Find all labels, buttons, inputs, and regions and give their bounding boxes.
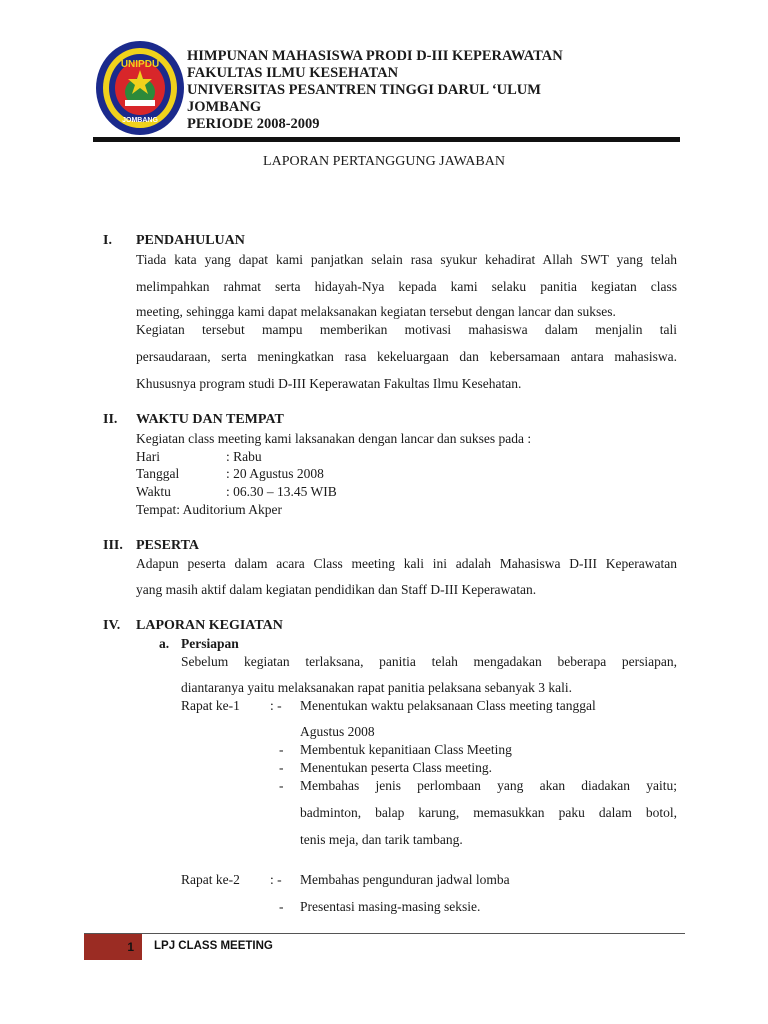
header-line-4: JOMBANG [187, 99, 262, 115]
s2-row-value: : Rabu [226, 449, 262, 464]
s1-p2-line2: persaudaraan, serta meningkatkan rasa kekeluargaan dan kebersamaan antara mahasiswa. [136, 349, 677, 364]
s3-line1: Adapun peserta dalam acara Class meeting kali ini adalah Mahasiswa D-III Keperawatan [136, 556, 677, 571]
section-3-title: PESERTA [136, 538, 200, 553]
logo-text-top: UNIPDU [120, 59, 160, 70]
list-dash: - [279, 760, 284, 775]
list-dash: - [279, 778, 284, 793]
list-dash: - [279, 742, 284, 757]
logo-text-bottom: JOMBANG [122, 117, 158, 124]
rapat-2-label: Rapat ke-2 [181, 872, 240, 887]
rapat-2-sep: : - [270, 872, 282, 887]
s2-row-label: Waktu [136, 484, 171, 499]
rapat-2-item: Presentasi masing-masing seksie. [300, 899, 481, 914]
header-line-3: UNIVERSITAS PESANTREN TINGGI DARUL ‘ULUM [187, 82, 541, 98]
s2-intro: Kegiatan class meeting kami laksanakan dengan lancar dan sukses pada : [136, 431, 532, 446]
section-2-number: II. [103, 412, 118, 427]
s1-p2-line1: Kegiatan tersebut mampu memberikan motivasi mahasiswa dalam menjalin tali [136, 322, 677, 337]
s4-sub-title: Persiapan [181, 636, 239, 651]
section-1-number: I. [103, 233, 112, 248]
list-dash: - [279, 899, 284, 914]
footer-label: LPJ CLASS MEETING [154, 940, 273, 952]
s4-sub-letter: a. [159, 636, 170, 651]
rapat-1-item-cont: Agustus 2008 [300, 724, 375, 739]
header-line-2: FAKULTAS ILMU KESEHATAN [187, 65, 399, 81]
rapat-1-item-cont: tenis meja, dan tarik tambang. [300, 832, 463, 847]
document-title: LAPORAN PERTANGGUNG JAWABAN [263, 154, 505, 169]
rapat-1-sep: : - [270, 698, 282, 713]
s3-line2: yang masih aktif dalam kegiatan pendidikan dan Staff D-III Keperawatan. [136, 582, 537, 597]
rapat-1-item: Membahas jenis perlombaan yang akan diadakan yaitu; [300, 778, 677, 793]
rapat-1-item: Menentukan peserta Class meeting. [300, 760, 492, 775]
header-line-5: PERIODE 2008-2009 [187, 116, 320, 132]
letterhead [0, 0, 768, 145]
s4-line2: diantaranya yaitu melaksanakan rapat panitia pelaksana sebanyak 3 kali. [181, 680, 572, 695]
s2-row-label: Tanggal [136, 466, 180, 481]
rapat-1-item: Menentukan waktu pelaksanaan Class meeting tanggal [300, 698, 596, 713]
rapat-2-item: Membahas pengunduran jadwal lomba [300, 872, 510, 887]
s1-p1-line2: melimpahkan rahmat serta hidayah-Nya kepada kami selaku panitia kegiatan class [136, 279, 677, 294]
section-3-number: III. [103, 538, 123, 553]
s1-p2-line3: Khususnya program studi D-III Keperawatan Fakultas Ilmu Kesehatan. [136, 376, 522, 391]
s2-row-value: : 06.30 – 13.45 WIB [226, 484, 337, 499]
unipdu-logo [95, 40, 185, 136]
header-line-1: HIMPUNAN MAHASISWA PRODI D-III KEPERAWATAN [187, 48, 563, 64]
section-2-title: WAKTU DAN TEMPAT [136, 412, 284, 427]
header-divider [93, 137, 680, 142]
section-4-number: IV. [103, 618, 121, 633]
rapat-1-item-cont: badminton, balap karung, memasukkan paku dalam botol, [300, 805, 677, 820]
rapat-1-item: Membentuk kepanitiaan Class Meeting [300, 742, 512, 757]
s1-p1-line3: meeting, sehingga kami dapat melaksanakan kegiatan tersebut dengan lancar dan sukses. [136, 304, 616, 319]
section-4-title: LAPORAN KEGIATAN [136, 618, 283, 633]
page-number: 1 [127, 940, 134, 954]
footer-divider [84, 933, 685, 934]
section-1-title: PENDAHULUAN [136, 233, 245, 248]
s2-row-value: : 20 Agustus 2008 [226, 466, 324, 481]
s2-row-label: Hari [136, 449, 160, 464]
s4-line1: Sebelum kegiatan terlaksana, panitia telah mengadakan beberapa persiapan, [181, 654, 677, 669]
rapat-1-label: Rapat ke-1 [181, 698, 240, 713]
s1-p1-line1: Tiada kata yang dapat kami panjatkan selain rasa syukur kehadirat Allah SWT yang telah [136, 252, 677, 267]
s2-place: Tempat: Auditorium Akper [136, 502, 283, 517]
